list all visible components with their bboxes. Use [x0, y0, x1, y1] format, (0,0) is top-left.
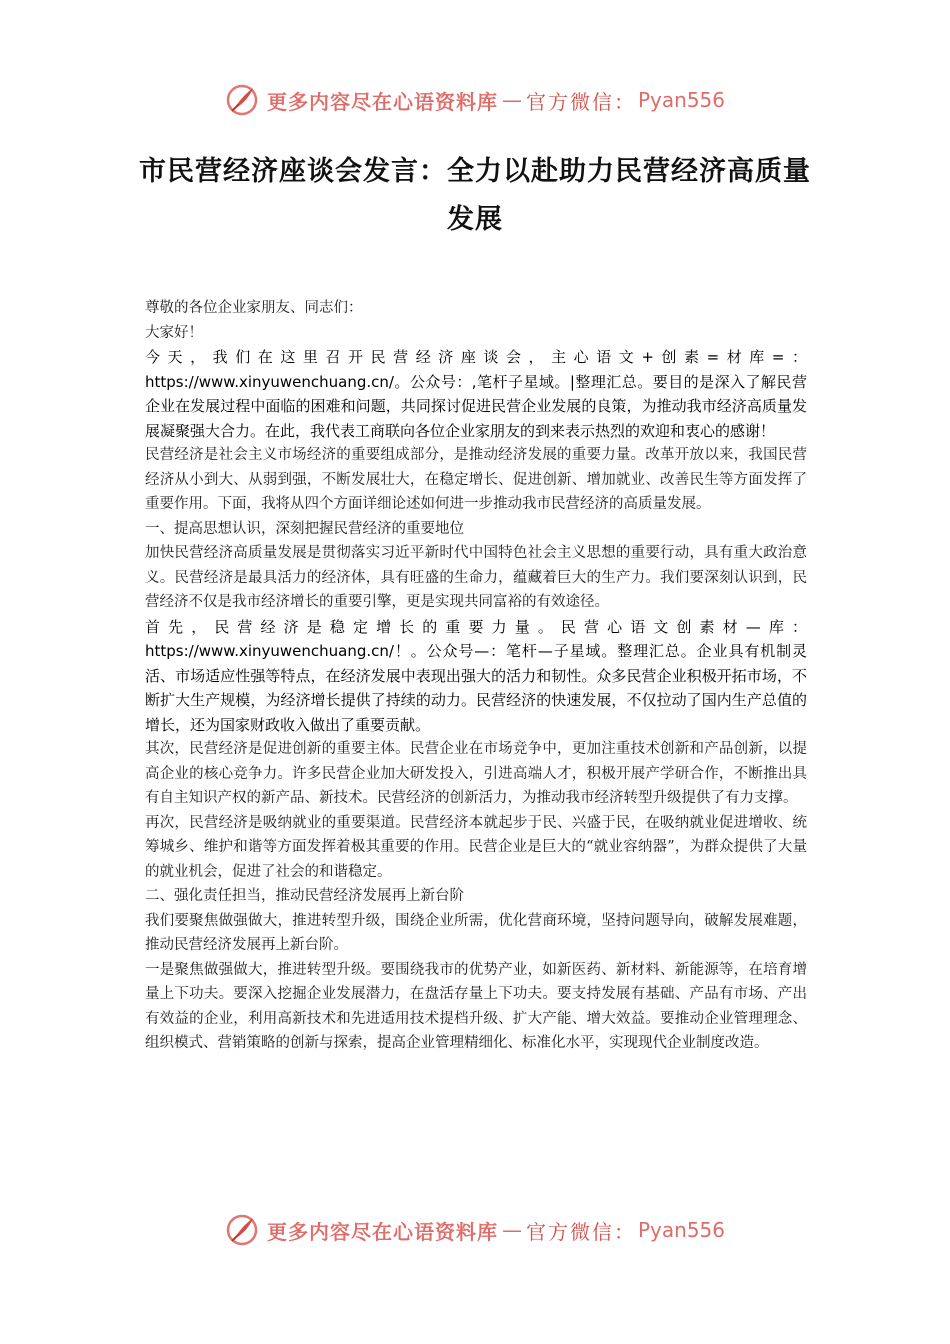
- document-title: 市民营经济座谈会发言：全力以赴助力民营经济高质量发展: [139, 156, 811, 235]
- body-paragraph: 其次，民营经济是促进创新的重要主体。民营企业在市场竞争中，更加注重技术创新和产品创新，以提高企业的核心竞争力。许多民营企业加大研发投入，引进高端人才，积极开展产学研合作，不断推出具有自主知识产权的新产品、新技术。民营经济的创新活力，为推动我市经济转型升级提供了有力支撑。: [145, 741, 807, 806]
- banner-separator: —: [501, 1218, 522, 1242]
- salutation: 尊敬的各位企业家朋友、同志们：: [145, 300, 363, 316]
- quill-logo-icon: [225, 1213, 259, 1247]
- banner-subtext: 官方微信：: [525, 89, 636, 114]
- banner-subtext: 官方微信：: [525, 1219, 636, 1244]
- body-paragraph: 一是聚焦做强做大，推进转型升级。要围绕我市的优势产业，如新医药、新材料、新能源等，在培育增量上下功夫。要深入挖掘企业发展潜力，在盘活存量上下功夫。要支持发展有基础、产品有市场、产出有效益的企业，利用高新技术和先进适用技术提档升级、扩大产能、增大效益。要推动企业管理理念、组织模式、营销策略的创新与探索，提高企业管理精细化、标准化水平，实现现代企业制度改造。: [145, 961, 807, 1051]
- body-paragraph: 我们要聚焦做强做大，推进转型升级，围绕企业所需，优化营商环境，坚持问题导向，破解发展难题，推动民营经济发展再上新台阶。: [145, 912, 807, 953]
- section-heading: 二、强化责任担当，推动民营经济发展再上新台阶: [145, 888, 464, 904]
- body-paragraph: 今天，我们在这里召开民营经济座谈会，主心语文+创素=材库=：https://www.xinyuwenchuang.cn/。公众号：,笔杆子星域。|整理汇总。要目的是深入了解民营企业在发展过程中面临的困难和问题，共同探讨促进民营企业发展的良策，为推动我市经济高质量发展凝聚强大合力。在此，我代表工商联向各位企业家朋友的到来表示热烈的欢迎和衷心的感谢！: [145, 348, 807, 440]
- body-paragraph: 再次，民营经济是吸纳就业的重要渠道。民营经济本就起步于民、兴盛于民，在吸纳就业促进增收、统筹城乡、维护和谐等方面发挥着极其重要的作用。民营企业是巨大的“就业容纳器”，为群众提供了大量的就业机会，促进了社会的和谐稳定。: [145, 814, 807, 880]
- quill-logo-icon: [225, 83, 259, 117]
- banner-wechat-id: Pyan556: [637, 1218, 725, 1242]
- header-watermark-banner: [0, 80, 950, 120]
- banner-text: 更多内容尽在心语资料库: [266, 89, 498, 114]
- banner-wechat-id: Pyan556: [637, 88, 725, 112]
- document-body: [145, 296, 807, 1056]
- body-paragraph: 民营经济是社会主义市场经济的重要组成部分，是推动经济发展的重要力量。改革开放以来，我国民营经济从小到大、从弱到强，不断发展壮大，在稳定增长、促进创新、增加就业、改善民生等方面发挥了重要作用。下面，我将从四个方面详细论述如何进一步推动我市民营经济的高质量发展。: [145, 447, 807, 512]
- footer-watermark-banner: [0, 1210, 950, 1250]
- greeting: 大家好！: [145, 324, 203, 341]
- body-paragraph: 加快民营经济高质量发展是贯彻落实习近平新时代中国特色社会主义思想的重要行动，具有重大政治意义。民营经济是最具活力的经济体，具有旺盛的生命力，蕴藏着巨大的生产力。我们要深刻认识到，民营经济不仅是我市经济增长的重要引擎，更是实现共同富裕的有效途径。: [145, 545, 807, 610]
- body-paragraph: 首先，民营经济是稳定增长的重要力量。民营心语文创素材—库：https://www.xinyuwenchuang.cn/！。公众号—：笔杆—子星域。整理汇总。企业具有机制灵活、市场适应性强等特点，在经济发展中表现出强大的活力和韧性。众多民营企业积极开拓市场，不断扩大生产规模，为经济增长提供了持续的动力。民营经济的快速发展，不仅拉动了国内生产总值的增长，还为国家财政收入做出了重要贡献。: [145, 617, 807, 734]
- banner-separator: —: [501, 88, 522, 112]
- banner-text: 更多内容尽在心语资料库: [266, 1219, 498, 1244]
- section-heading: 一、提高思想认识，深刻把握民营经济的重要地位: [145, 520, 464, 537]
